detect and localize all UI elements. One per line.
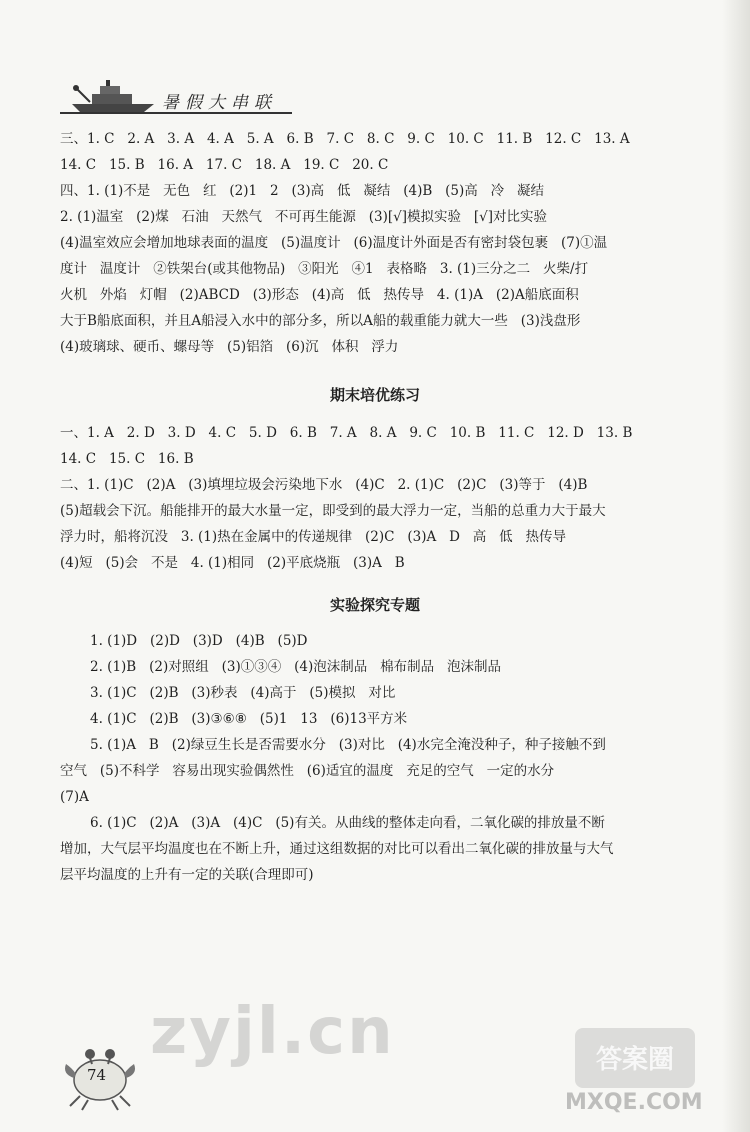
answer-line: (4)玻璃球、硬币、螺母等 (5)铝箔 (6)沉 体积 浮力 xyxy=(60,339,399,355)
watermark: zyjl.cn xyxy=(150,995,395,1069)
final-exercise-title: 期末培优练习 xyxy=(329,386,420,404)
page-number: 74 xyxy=(87,1066,107,1084)
header-underline xyxy=(60,112,292,114)
answer-line: 一、1. A 2. D 3. D 4. C 5. D 6. B 7. A 8. A 9. C 10. B 11. C 12. D 13. B xyxy=(60,425,633,441)
answer-line: (7)A xyxy=(60,789,89,805)
answer-line: 空气 (5)不科学 容易出现实验偶然性 (6)适宜的温度 充足的空气 一定的水分 xyxy=(60,763,555,779)
answers-section-four xyxy=(60,178,690,360)
answer-line: 5. (1)A B (2)绿豆生长是否需要水分 (3)对比 (4)水完全淹没种子，种子接触不到 xyxy=(90,737,606,753)
answer-line: 增加，大气层平均温度也在不断上升，通过这组数据的对比可以看出二氧化碳的排放量与大气 xyxy=(60,841,614,857)
answer-line: 层平均温度的上升有一定的关联(合理即可) xyxy=(60,867,314,883)
answer-line: 浮力时，船将沉没 3. (1)热在金属中的传递规律 (2)C (3)A D 高 低 热传导 xyxy=(60,529,567,545)
answer-line: 4. (1)C (2)B (3)③⑥⑧ (5)1 13 (6)13平方米 xyxy=(90,711,408,727)
answer-line: (4)温室效应会增加地球表面的温度 (5)温度计 (6)温度计外面是否有密封袋包裹 (7)①温 xyxy=(60,235,608,251)
answer-line: (4)短 (5)会 不是 4. (1)相同 (2)平底烧瓶 (3)A B xyxy=(60,555,405,571)
page-header xyxy=(60,78,300,128)
answer-line: 14. C 15. C 16. B xyxy=(60,451,194,467)
experiment-topic-title: 实验探究专题 xyxy=(329,596,420,614)
answer-line: 1. (1)D (2)D (3)D (4)B (5)D xyxy=(90,633,308,649)
brand-site: MXQE.COM xyxy=(565,1090,703,1115)
answer-line: 大于B船底面积，并且A船浸入水中的部分多，所以A船的载重能力就大一些 (3)浅盘形 xyxy=(60,313,581,329)
brand-logo-text: 答案圈 xyxy=(595,1045,675,1075)
answer-line: 2. (1)温室 (2)煤 石油 天然气 不可再生能源 (3)[√]模拟实验 [√]对比实验 xyxy=(60,209,548,225)
final-exercise-answers xyxy=(60,420,690,576)
ship-icon xyxy=(70,80,160,114)
answer-line: 二、1. (1)C (2)A (3)填埋垃圾会污染地下水 (4)C 2. (1)C (2)C (3)等于 (4)B xyxy=(60,477,588,493)
answer-line: 火机 外焰 灯帽 (2)ABCD (3)形态 (4)高 低 热传导 4. (1)A (2)A船底面积 xyxy=(60,287,579,303)
answer-line: (5)超载会下沉。船能排开的最大水量一定，即受到的最大浮力一定，当船的总重力大于最大 xyxy=(60,503,606,519)
answer-line: 6. (1)C (2)A (3)A (4)C (5)有关。从曲线的整体走向看，二氧化碳的排放量不断 xyxy=(90,815,605,831)
answer-line: 度计 温度计 ②铁架台(或其他物品) ③阳光 ④1 表格略 3. (1)三分之二 火柴/打 xyxy=(60,261,589,277)
answer-line: 四、1. (1)不是 无色 红 (2)1 2 (3)高 低 凝结 (4)B (5)高 冷 凝结 xyxy=(60,183,544,199)
page-edge-shadow xyxy=(722,0,750,1132)
brand-logo-icon xyxy=(575,1028,695,1088)
answers-section-three xyxy=(60,126,690,178)
series-title: 暑假大串联 xyxy=(162,93,277,113)
answer-line: 14. C 15. B 16. A 17. C 18. A 19. C 20. C xyxy=(60,157,389,173)
experiment-answers xyxy=(60,628,700,888)
answer-line: 3. (1)C (2)B (3)秒表 (4)高于 (5)模拟 对比 xyxy=(90,685,396,701)
answer-line: 2. (1)B (2)对照组 (3)①③④ (4)泡沫制品 棉布制品 泡沫制品 xyxy=(90,659,501,675)
answer-line: 三、1. C 2. A 3. A 4. A 5. A 6. B 7. C 8. C 9. C 10. C 11. B 12. C 13. A xyxy=(60,131,630,147)
